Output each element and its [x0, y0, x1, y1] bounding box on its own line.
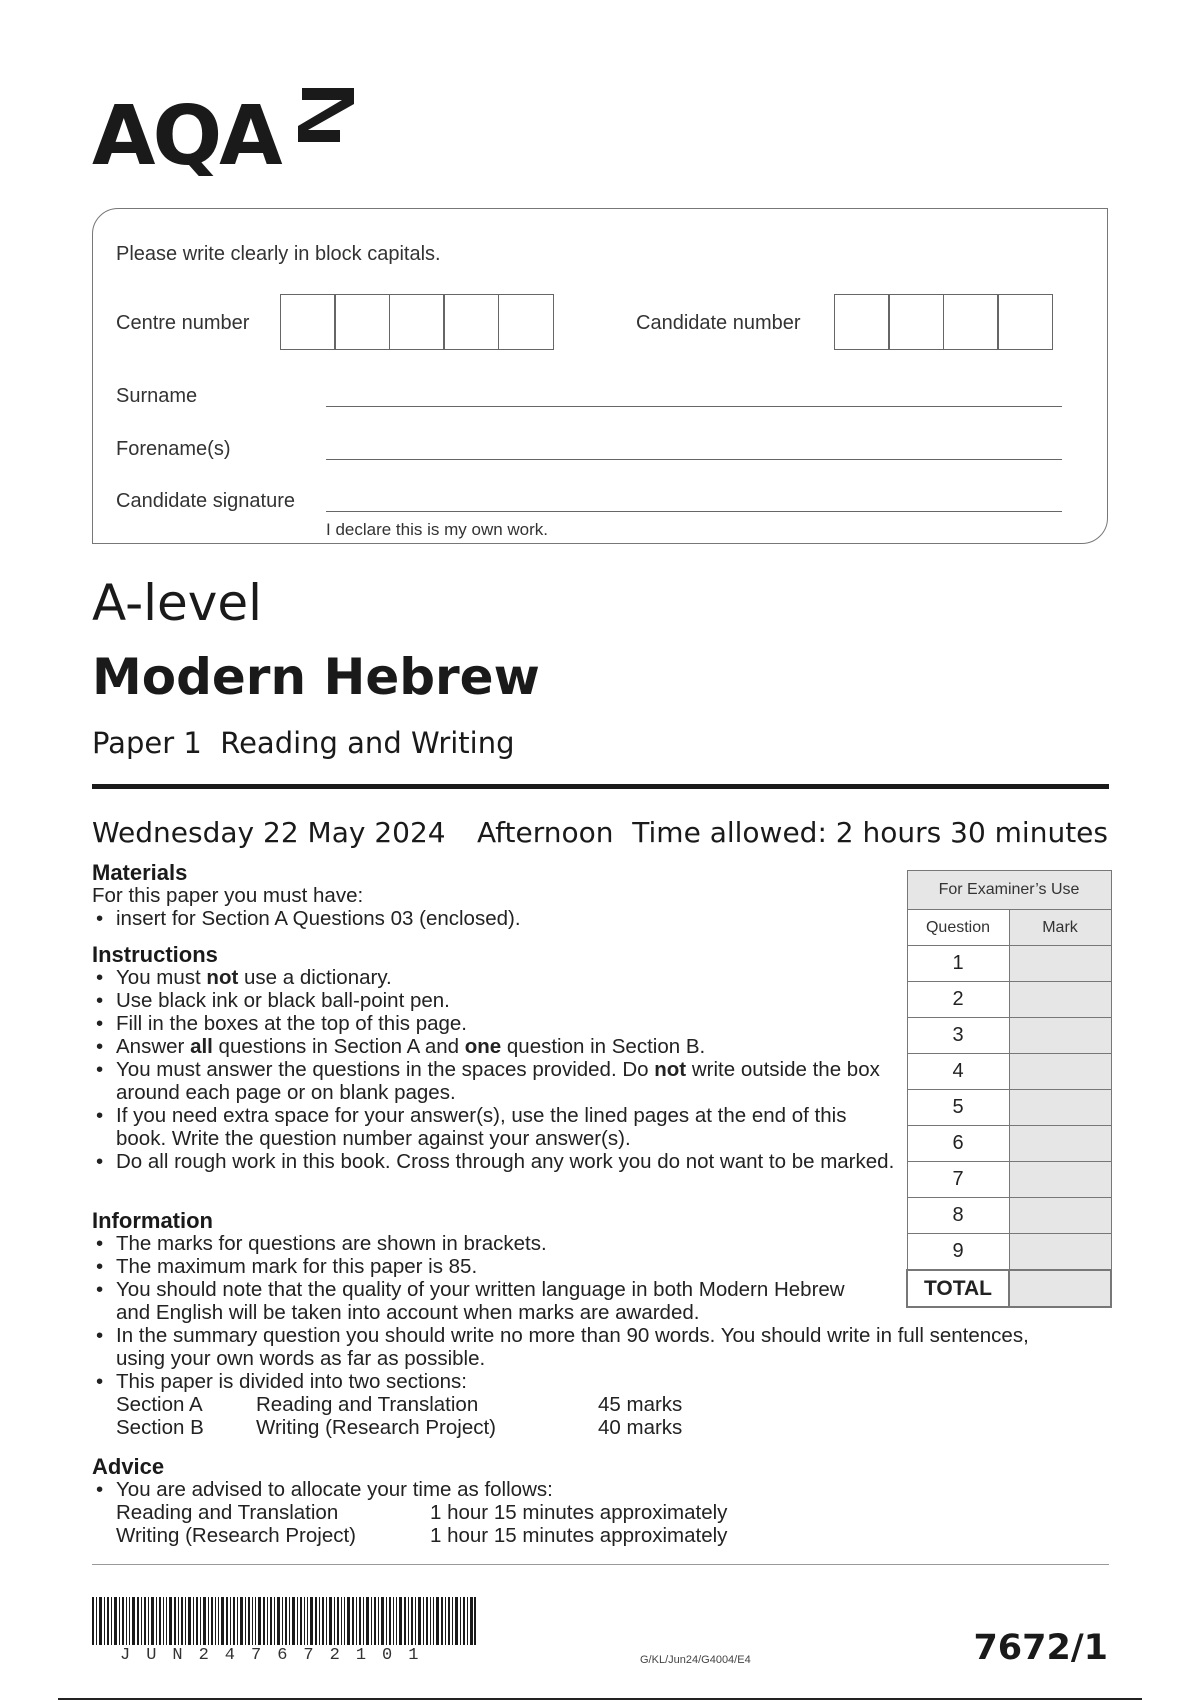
candidate-number-label: Candidate number	[636, 312, 801, 334]
centre-number-cell[interactable]	[498, 294, 554, 350]
information-heading: Information	[92, 1208, 213, 1233]
question-number: 1	[907, 946, 1009, 982]
instructions-heading: Instructions	[92, 942, 218, 967]
aqa-logo-mark-icon	[296, 86, 356, 144]
instruction-item: • If you need extra space for your answer(s), use the lined pages at the end of this book. Write the question number against your answer(s).	[92, 1104, 902, 1150]
question-number: 4	[907, 1054, 1009, 1090]
question-number: 8	[907, 1198, 1009, 1234]
mark-cell	[1009, 1162, 1111, 1198]
mark-cell	[1009, 1054, 1111, 1090]
block-capitals-instruction: Please write clearly in block capitals.	[116, 243, 441, 265]
level-title: A-level	[92, 574, 263, 632]
instruction-item: • You must not use a dictionary.	[92, 966, 902, 989]
advice-row: Reading and Translation 1 hour 15 minutes approximately	[116, 1501, 728, 1524]
question-number: 2	[907, 982, 1009, 1018]
paper-title: Paper 1 Reading and Writing	[92, 726, 515, 760]
reference-code: G/KL/Jun24/G4004/E4	[640, 1654, 751, 1666]
centre-number-boxes[interactable]	[281, 294, 554, 350]
question-number: 6	[907, 1126, 1009, 1162]
instruction-item: • Answer all questions in Section A and one question in Section B.	[92, 1035, 902, 1058]
materials-heading: Materials	[92, 860, 188, 885]
question-column-header: Question	[907, 910, 1009, 946]
exam-session: Afternoon	[477, 816, 614, 849]
surname-line[interactable]	[326, 406, 1062, 407]
logo-text: AQA	[92, 89, 280, 184]
information-item: • The maximum mark for this paper is 85.	[92, 1255, 1032, 1278]
section-row: Section B Writing (Research Project) 40 marks	[116, 1416, 683, 1439]
exam-date: Wednesday 22 May 2024	[92, 816, 446, 849]
signature-line[interactable]	[326, 511, 1062, 512]
mark-cell	[1009, 1090, 1111, 1126]
question-number: 9	[907, 1234, 1009, 1271]
instruction-item: • You must answer the questions in the spaces provided. Do not write outside the box around each page or on blank pages.	[92, 1058, 902, 1104]
time-allowed: Time allowed: 2 hours 30 minutes	[632, 816, 1108, 849]
forename-line[interactable]	[326, 459, 1062, 460]
centre-number-cell[interactable]	[389, 294, 445, 350]
barcode-number: JUN247672101	[120, 1646, 435, 1665]
instruction-item: • Do all rough work in this book. Cross through any work you do not want to be marked.	[92, 1150, 902, 1173]
mark-cell	[1009, 1126, 1111, 1162]
information-item: • In the summary question you should write no more than 90 words. You should write in full sentences, using your own words as far as possible.	[92, 1324, 1032, 1370]
mark-cell	[1009, 982, 1111, 1018]
signature-label: Candidate signature	[116, 490, 296, 512]
question-number: 5	[907, 1090, 1009, 1126]
paper-code: 7672/1	[973, 1628, 1108, 1668]
mark-cell	[1009, 946, 1111, 982]
candidate-number-cell[interactable]	[943, 294, 999, 350]
information-item: • The marks for questions are shown in brackets.	[92, 1232, 1032, 1255]
advice-section	[92, 1478, 892, 1547]
centre-number-cell[interactable]	[280, 294, 336, 350]
section-row: Section A Reading and Translation 45 marks	[116, 1393, 683, 1416]
advice-item: • You are advised to allocate your time as follows: Reading and Translation 1 hour 15 minutes approximately Writing (Research Project) 1 hour 15 minutes approximately	[92, 1478, 892, 1547]
question-number: 7	[907, 1162, 1009, 1198]
question-number: 3	[907, 1018, 1009, 1054]
information-item: • You should note that the quality of your written language in both Modern Hebrew and English will be taken into account when marks are awarded.	[92, 1278, 876, 1324]
materials-item: • insert for Section A Questions 03 (enclosed).	[92, 907, 892, 930]
total-mark-cell	[1009, 1270, 1111, 1307]
declaration-text: I declare this is my own work.	[326, 520, 549, 539]
footer-divider	[92, 1564, 1109, 1565]
materials-section	[92, 884, 892, 930]
mark-column-header: Mark	[1009, 910, 1111, 946]
materials-intro: For this paper you must have:	[92, 884, 364, 907]
examiner-table-title: For Examiner’s Use	[907, 871, 1111, 910]
forename-label: Forename(s)	[116, 438, 231, 460]
information-item: • This paper is divided into two sections: Section A Reading and Translation 45 marks Section B Writing (Research Project) 40 marks	[92, 1370, 1032, 1439]
information-section	[92, 1232, 1032, 1439]
surname-label: Surname	[116, 385, 198, 407]
examiner-use-table	[906, 870, 1112, 1308]
instruction-item: • Fill in the boxes at the top of this page.	[92, 1012, 902, 1035]
mark-cell	[1009, 1018, 1111, 1054]
advice-row: Writing (Research Project) 1 hour 15 minutes approximately	[116, 1524, 728, 1547]
centre-number-cell[interactable]	[334, 294, 390, 350]
candidate-number-boxes[interactable]	[835, 294, 1053, 350]
mark-cell	[1009, 1234, 1111, 1271]
candidate-number-cell[interactable]	[888, 294, 944, 350]
candidate-number-cell[interactable]	[834, 294, 890, 350]
candidate-number-cell[interactable]	[997, 294, 1053, 350]
total-label: TOTAL	[907, 1270, 1009, 1307]
subject-title: Modern Hebrew	[92, 648, 540, 706]
instruction-item: • Use black ink or black ball-point pen.	[92, 989, 902, 1012]
centre-number-label: Centre number	[116, 312, 250, 334]
title-divider	[92, 784, 1109, 789]
advice-heading: Advice	[92, 1454, 165, 1479]
mark-cell	[1009, 1198, 1111, 1234]
barcode-icon	[92, 1597, 476, 1645]
centre-number-cell[interactable]	[443, 294, 499, 350]
instructions-section	[92, 966, 902, 1173]
